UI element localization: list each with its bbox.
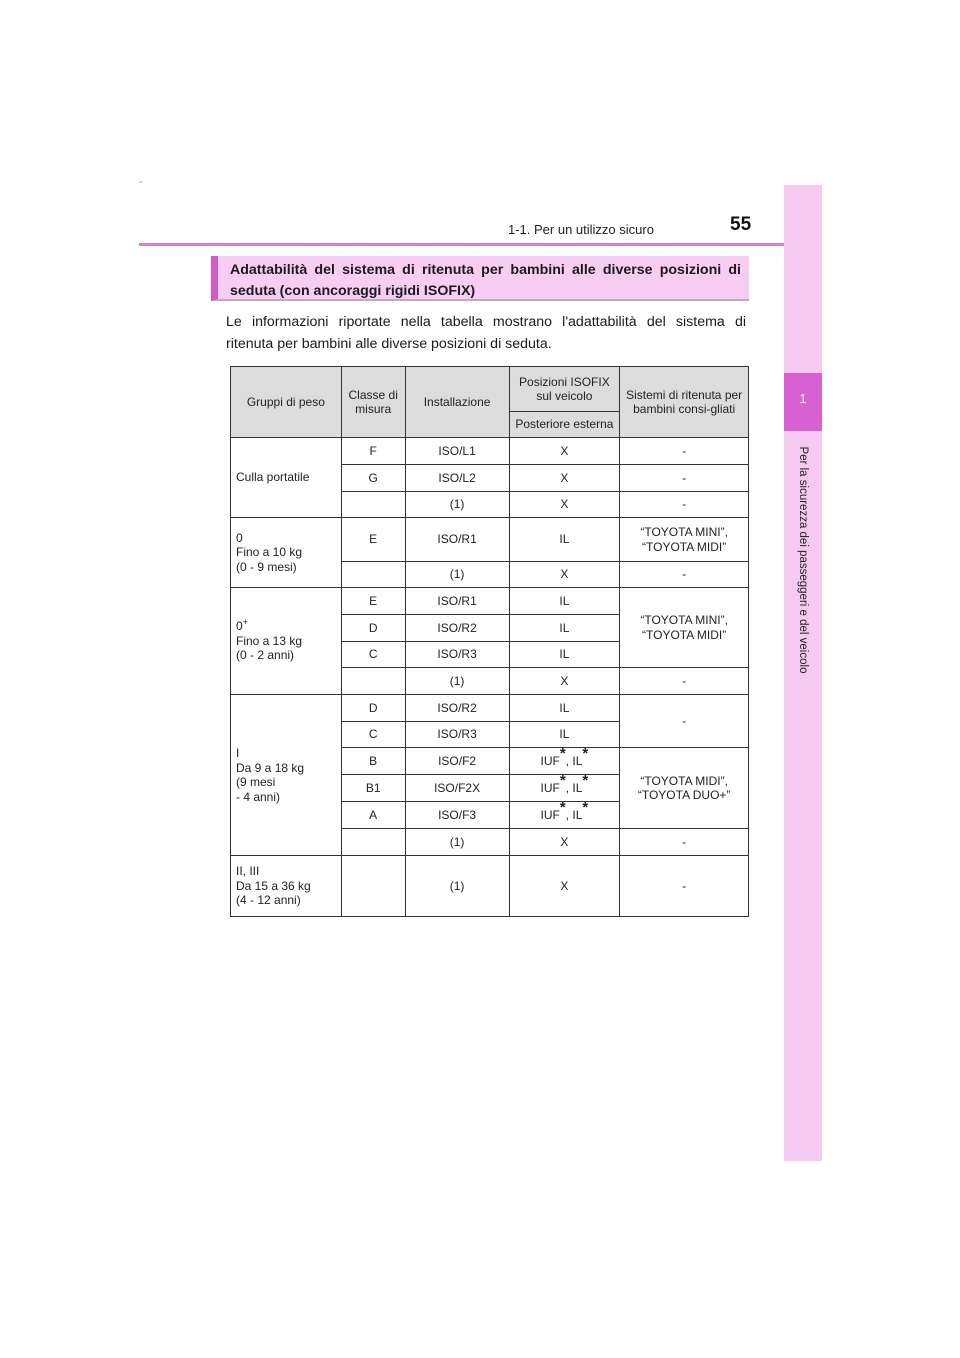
- install-cell: (1): [405, 829, 509, 856]
- header-dash: -: [139, 177, 143, 188]
- header-section-title: 1-1. Per un utilizzo sicuro: [508, 222, 654, 237]
- header-isofix-positions: Posizioni ISOFIX sul veicolo: [509, 367, 620, 412]
- intro-paragraph: [226, 311, 746, 355]
- table-header-row: [231, 367, 749, 412]
- header-recommended: Sistemi di ritenuta per bambini consi-gliati: [620, 367, 749, 438]
- recommended-cell: -: [620, 856, 749, 917]
- size-cell: D: [341, 695, 405, 722]
- position-cell: X: [509, 438, 620, 465]
- section-heading-line-1: Adattabilità del sistema di ritenuta per bambini alle diverse posizioni di: [230, 262, 741, 278]
- size-cell: F: [341, 438, 405, 465]
- install-cell: (1): [405, 856, 509, 917]
- install-cell: ISO/F3: [405, 802, 509, 829]
- install-cell: ISO/L1: [405, 438, 509, 465]
- recommended-cell: “TOYOTA MINI”, “TOYOTA MIDI”: [620, 588, 749, 668]
- weight-group-cell: I Da 9 a 18 kg (9 mesi - 4 anni): [231, 695, 342, 856]
- weight-group-cell: II, III Da 15 a 36 kg (4 - 12 anni): [231, 856, 342, 917]
- install-cell: ISO/R3: [405, 722, 509, 748]
- install-cell: ISO/F2X: [405, 775, 509, 802]
- position-cell: IL: [509, 615, 620, 642]
- position-cell: X: [509, 829, 620, 856]
- table-row: [231, 588, 749, 615]
- recommended-cell: -: [620, 829, 749, 856]
- recommended-cell: -: [620, 695, 749, 748]
- position-cell: IUF*, IL*: [509, 802, 620, 829]
- size-cell: B1: [341, 775, 405, 802]
- recommended-cell: -: [620, 562, 749, 588]
- recommended-cell: -: [620, 668, 749, 695]
- size-cell: G: [341, 465, 405, 492]
- table-row: [231, 856, 749, 917]
- position-cell: IL: [509, 695, 620, 722]
- install-cell: ISO/R1: [405, 518, 509, 562]
- header-weight-group: Gruppi di peso: [231, 367, 342, 438]
- size-cell: [341, 668, 405, 695]
- weight-group-cell: 0 Fino a 10 kg (0 - 9 mesi): [231, 518, 342, 588]
- recommended-cell: -: [620, 438, 749, 465]
- position-cell: IL: [509, 588, 620, 615]
- position-cell: X: [509, 856, 620, 917]
- position-cell: IL: [509, 642, 620, 668]
- isofix-table: [230, 366, 749, 917]
- header-rule: [139, 243, 821, 246]
- section-heading: [211, 256, 749, 301]
- position-cell: X: [509, 668, 620, 695]
- size-cell: D: [341, 615, 405, 642]
- header-installation: Installazione: [405, 367, 509, 438]
- install-cell: ISO/F2: [405, 748, 509, 775]
- header-outer-rear: Posteriore esterna: [509, 412, 620, 438]
- install-cell: ISO/R2: [405, 615, 509, 642]
- size-cell: B: [341, 748, 405, 775]
- size-cell: [341, 492, 405, 518]
- install-cell: ISO/L2: [405, 465, 509, 492]
- install-cell: (1): [405, 562, 509, 588]
- position-cell: X: [509, 465, 620, 492]
- table-row: [231, 518, 749, 562]
- position-cell: X: [509, 492, 620, 518]
- size-cell: A: [341, 802, 405, 829]
- size-cell: C: [341, 722, 405, 748]
- install-cell: (1): [405, 668, 509, 695]
- chapter-number: 1: [799, 391, 807, 406]
- weight-group-cell: 0+ Fino a 13 kg (0 - 2 anni): [231, 588, 342, 695]
- recommended-cell: “TOYOTA MINI”, “TOYOTA MIDI”: [620, 518, 749, 562]
- install-cell: ISO/R1: [405, 588, 509, 615]
- weight-group-cell: Culla portatile: [231, 438, 342, 518]
- position-cell: IL: [509, 722, 620, 748]
- size-cell: E: [341, 588, 405, 615]
- size-cell: [341, 562, 405, 588]
- position-cell: IUF*, IL*: [509, 775, 620, 802]
- position-cell: X: [509, 562, 620, 588]
- size-cell: [341, 829, 405, 856]
- recommended-cell: -: [620, 492, 749, 518]
- header-size-class: Classe di misura: [341, 367, 405, 438]
- size-cell: C: [341, 642, 405, 668]
- intro-line-2: ritenuta per bambini alle diverse posizioni di seduta.: [226, 336, 552, 352]
- recommended-cell: “TOYOTA MIDI”, “TOYOTA DUO+”: [620, 748, 749, 829]
- table-row: [231, 438, 749, 465]
- recommended-cell: -: [620, 465, 749, 492]
- chapter-title: Per la sicurezza dei passeggeri e del veicolo: [797, 446, 809, 674]
- intro-line-1: Le informazioni riportate nella tabella mostrano l'adattabilità del sistema di: [226, 314, 746, 330]
- page-number: 55: [730, 214, 752, 235]
- position-cell: IUF*, IL*: [509, 748, 620, 775]
- install-cell: ISO/R3: [405, 642, 509, 668]
- size-cell: [341, 856, 405, 917]
- table-row: [231, 695, 749, 722]
- size-cell: E: [341, 518, 405, 562]
- section-heading-line-2: seduta (con ancoraggi rigidi ISOFIX): [230, 283, 476, 299]
- install-cell: (1): [405, 492, 509, 518]
- position-cell: IL: [509, 518, 620, 562]
- install-cell: ISO/R2: [405, 695, 509, 722]
